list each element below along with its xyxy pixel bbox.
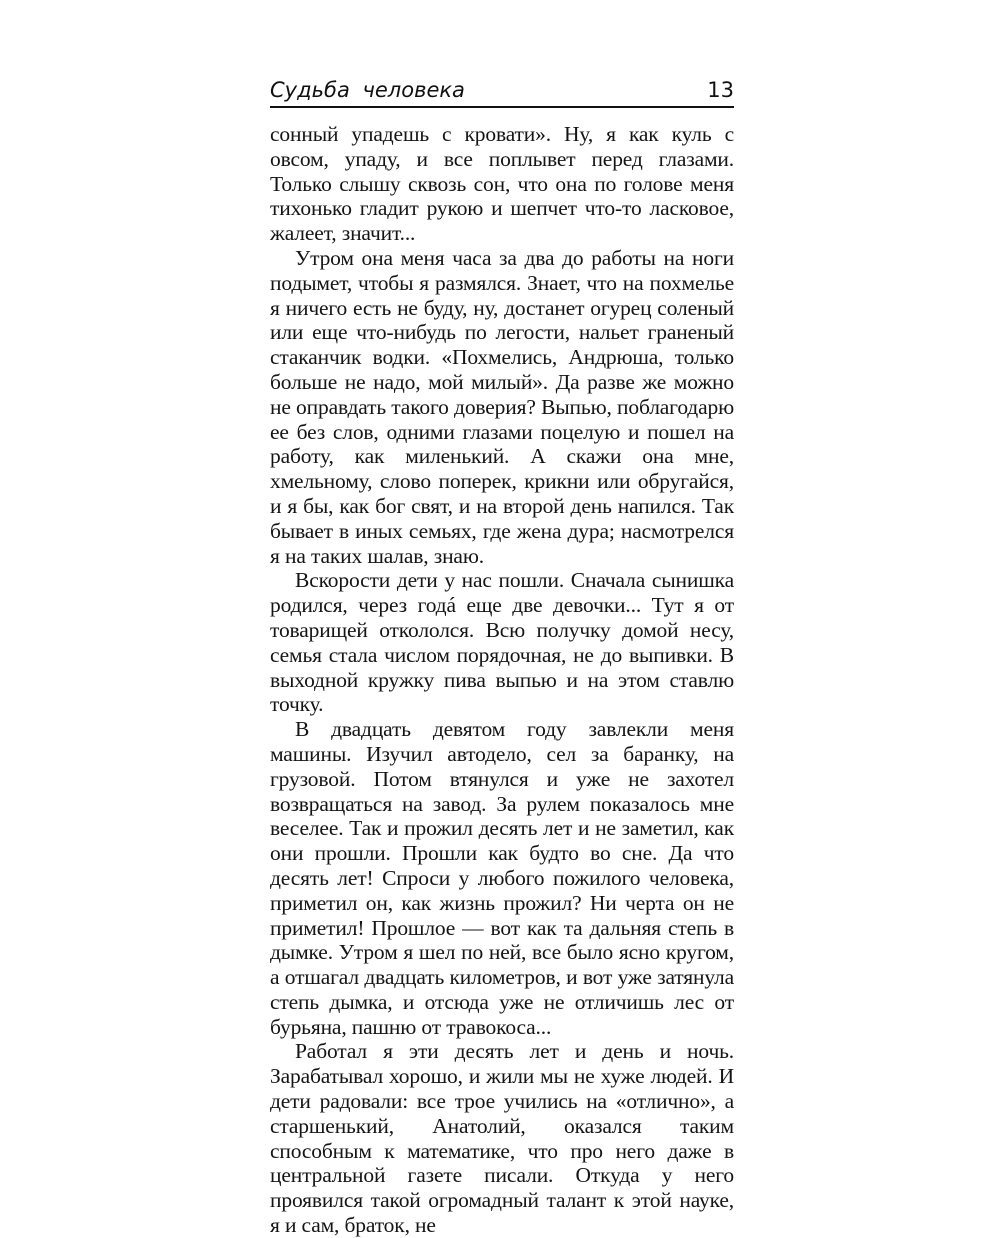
running-title: Судьба человека xyxy=(270,78,465,102)
paragraph: Утром она меня часа за два до работы на ноги подымет, чтобы я размялся. Знает, что на похмелье я ничего есть не буду, ну, достанет огурец соленый или еще что-нибудь по легости, нальет граненый стаканчик водки. «Похмелись, Андрюша, только больше не надо, мой милый». Да разве же можно не оправдать такого доверия? Выпью, поблагодарю ее без слов, одними глазами поцелую и пошел на работу, как миленький. А скажи она мне, хмельному, слово поперек, крикни или обругайся, и я бы, как бог свят, и на второй день напился. Так бывает в иных семьях, где жена дура; насмотрелся я на таких шалав, знаю. xyxy=(270,245,734,568)
header-rule xyxy=(270,106,734,108)
paragraph: Работал я эти десять лет и день и ночь. Зарабатывал хорошо, и жили мы не хуже людей. И дети радовали: все трое учились на «отлично», а старшенький, Анатолий, оказался таким способным к математике, что про него даже в центральной газете писали. Откуда у него проявился такой огромадный талант к этой науке, я и сам, браток, не xyxy=(270,1039,734,1238)
page-number: 13 xyxy=(707,78,734,102)
body-text xyxy=(270,122,734,1238)
paragraph: В двадцать девятом году завлекли меня машины. Изучил автодело, сел за баранку, на грузовой. Потом втянулся и уже не захотел возвращаться на завод. За рулем показалось мне веселее. Так и прожил десять лет и не заметил, как они прошли. Прошли как будто во сне. Да что десять лет! Спроси у любого пожилого человека, приметил он, как жизнь прожил? Ни черта он не приметил! Прошлое — вот как та дальняя степь в дымке. Утром я шел по ней, все было ясно кругом, а отшагал двадцать километров, и вот уже затянула степь дымка, и отсюда уже не отличишь лес от бурьяна, пашню от травокоса... xyxy=(270,717,734,1039)
paragraph: Вскорости дети у нас пошли. Сначала сынишка родился, через годá еще две девочки... Тут я от товарищей откололся. Всю получку домой несу, семья стала числом порядочная, не до выпивки. В выходной кружку пива выпью и на этом ставлю точку. xyxy=(270,568,734,717)
paragraph-continued: сонный упадешь с кровати». Ну, я как куль с овсом, упаду, и все поплывет перед глазами. Только слышу сквозь сон, что она по голове меня тихонько гладит рукою и шепчет что-то ласковое, жалеет, значит... xyxy=(270,122,734,246)
